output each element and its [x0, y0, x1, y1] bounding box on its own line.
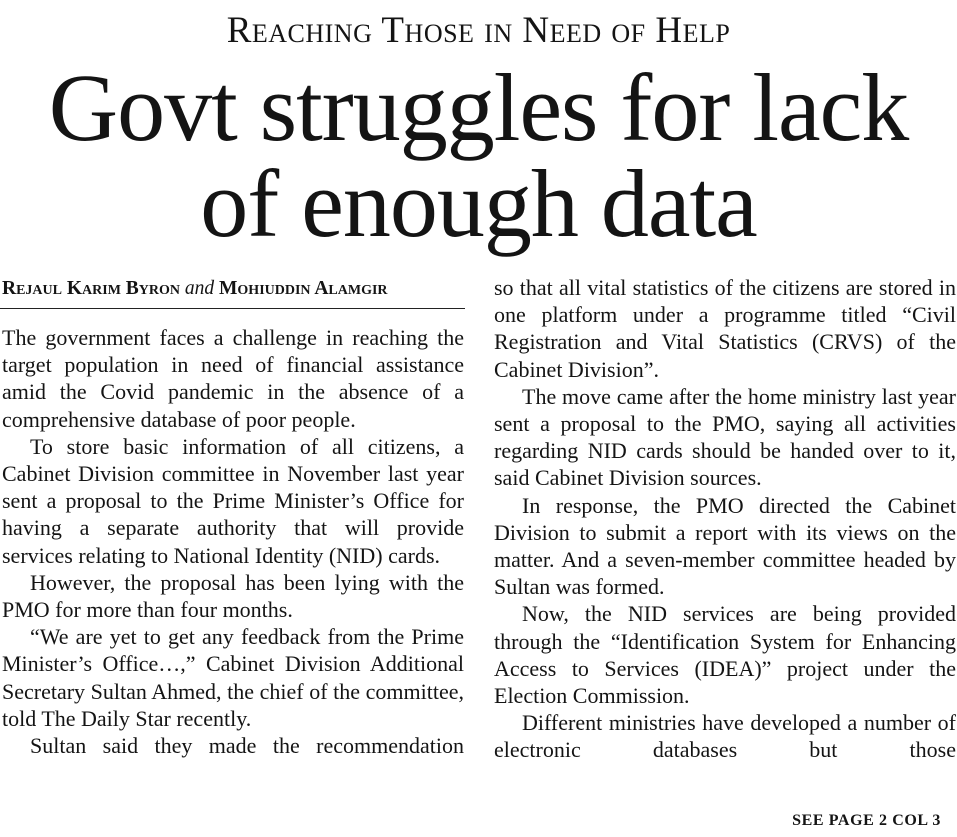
paragraph: The government faces a challenge in reaching the target population in need of financial assistance amid the Covid pandemic in the absence of a comprehensive database of poor people. — [2, 325, 464, 432]
kicker: Reaching Those in Need of Help — [226, 10, 731, 51]
byline-author-1: Rejaul Karim Byron — [2, 278, 181, 299]
paragraph: “We are yet to get any feedback from the Prime Minister’s Office…,” Cabinet Division Additional Secretary Sultan Ahmed, the chief of the committee, told The Daily Star recently. — [2, 624, 464, 731]
byline-rule — [0, 308, 465, 309]
headline — [0, 54, 957, 257]
paragraph: However, the proposal has been lying with the PMO for more than four months. — [2, 569, 464, 623]
column-1 — [2, 324, 464, 759]
byline — [2, 277, 464, 301]
paragraph: To store basic information of all citizens, a Cabinet Division committee in November last year sent a proposal to the Prime Minister’s Office for having a separate authority that will provide services relating to National Identity (NID) cards. — [2, 433, 464, 568]
paragraph: so that all vital statistics of the citizens are stored in one platform under a programme titled “Civil Registration and Vital Statistics (CRVS) of the Cabinet Division”. — [494, 275, 956, 382]
byline-conjunction: and — [184, 278, 215, 299]
paragraph: Different ministries have developed a number of electronic databases but those — [494, 710, 956, 763]
headline-line-2: of enough data — [200, 150, 757, 257]
jump-line: SEE PAGE 2 COL 3 — [792, 812, 941, 829]
headline-line-1: Govt struggles for lack — [48, 54, 909, 161]
paragraph: In response, the PMO directed the Cabinet Division to submit a report with its views on the matter. And a seven-member committee headed by Sultan was formed. — [494, 492, 956, 600]
paragraph: Now, the NID services are being provided through the “Identification System for Enhancing Access to Services (IDEA)” project under the Election Commission. — [494, 601, 956, 709]
byline-author-2: Mohiuddin Alamgir — [219, 278, 388, 299]
paragraph: The move came after the home ministry last year sent a proposal to the PMO, saying all activities regarding NID cards should be handed over to it, said Cabinet Division sources. — [494, 383, 956, 491]
column-2 — [494, 274, 956, 764]
paragraph: Sultan said they made the recommendation — [30, 733, 464, 759]
